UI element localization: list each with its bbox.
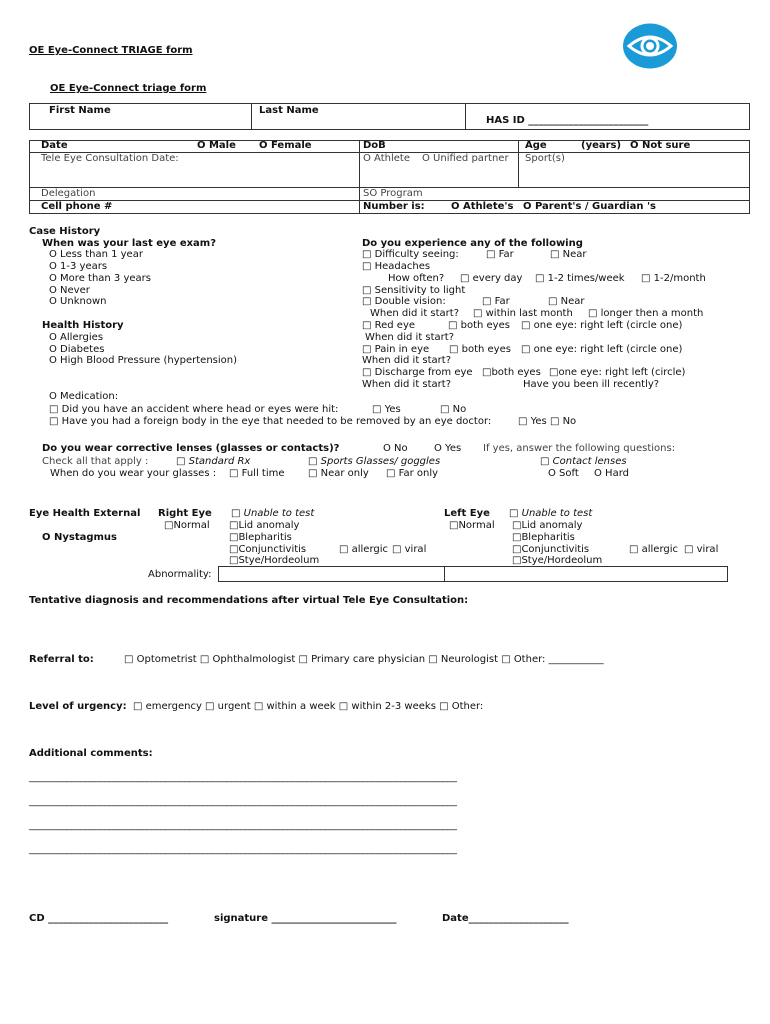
foreign-body-answer[interactable]: □ Yes □ No [518,416,577,427]
last-exam-option[interactable]: O Unknown [49,296,107,307]
health-history-title: Health History [42,320,124,331]
diagnosis-title: Tentative diagnosis and recommendations after virtual Tele Eye Consultation: [29,595,469,606]
difficulty-checkbox[interactable]: □ Difficulty seeing: [362,249,459,260]
left-unable-checkbox[interactable]: □ Unable to test [509,508,593,519]
been-ill-question: Have you been ill recently? [523,379,660,390]
accident-question: □ Did you have an accident where head or eyes were hit: [49,404,339,415]
left-conjunctivitis-checkbox[interactable]: □Conjunctivitis [512,544,590,555]
tele-date-label: Tele Eye Consultation Date: [41,153,179,164]
medication-option[interactable]: O Medication: [49,391,119,402]
left-viral-checkbox[interactable]: □ viral [684,544,719,555]
last-name-label: Last Name [259,105,319,116]
cell-phone-label: Cell phone # [41,201,113,212]
longer-month-checkbox[interactable]: □ longer then a month [588,308,704,319]
left-allergic-checkbox[interactable]: □ allergic [629,544,679,555]
accident-yes-checkbox[interactable]: □ Yes [372,404,401,415]
athlete-option[interactable]: O Athlete [363,153,410,164]
far-only-checkbox[interactable]: □ Far only [386,468,439,479]
referral-options[interactable]: □ Optometrist □ Ophthalmologist □ Primary care physician □ Neurologist □ Other: ___________ [124,654,604,665]
last-exam-option[interactable]: O 1-3 years [49,261,108,272]
age-label: Age [525,140,547,151]
headaches-checkbox[interactable]: □ Headaches [362,261,431,272]
discharge-one-checkbox[interactable]: □one eye: right left (circle) [549,367,686,378]
near-only-checkbox[interactable]: □ Near only [308,468,369,479]
dv-near-checkbox[interactable]: □ Near [548,296,585,307]
when-start-label: When did it start? [370,308,460,319]
date-field[interactable]: Date____________________ [442,913,569,924]
accident-no-checkbox[interactable]: □ No [440,404,467,415]
urgency-options[interactable]: □ emergency □ urgent □ within a week □ within 2-3 weeks □ Other: [133,701,484,712]
red-one-checkbox[interactable]: □ one eye: right left (circle one) [521,320,683,331]
how-often-label: How often? [388,273,445,284]
left-normal-checkbox[interactable]: □Normal [449,520,495,531]
soft-option[interactable]: O Soft [548,468,579,479]
right-allergic-checkbox[interactable]: □ allergic [339,544,389,555]
form-subtitle: OE Eye-Connect triage form [50,83,207,94]
lenses-yes-option[interactable]: O Yes [434,443,462,454]
pain-one-checkbox[interactable]: □ one eye: right left (circle one) [521,344,683,355]
so-program-label: SO Program [363,188,423,199]
dob-label: DoB [363,140,386,151]
sensitivity-checkbox[interactable]: □ Sensitivity to light [362,285,466,296]
divider [465,103,466,130]
right-abnormality-field[interactable] [218,566,445,582]
female-option[interactable]: O Female [259,140,312,151]
nystagmus-option[interactable]: O Nystagmus [42,532,117,543]
comment-line[interactable]: ___________________________________________________________________________________________ [29,796,457,807]
unified-partner-option[interactable]: O Unified partner [422,153,509,164]
right-unable-checkbox[interactable]: □ Unable to test [231,508,315,519]
delegation-label: Delegation [41,188,96,199]
foreign-body-question: □ Have you had a foreign body in the eye that needed to be removed by an eye doctor: [49,416,492,427]
near-checkbox[interactable]: □ Near [550,249,587,260]
last-exam-option[interactable]: O More than 3 years [49,273,151,284]
comment-line[interactable]: ___________________________________________________________________________________________ [29,772,457,783]
health-option[interactable]: O High Blood Pressure (hypertension) [49,355,238,366]
double-vision-checkbox[interactable]: □ Double vision: [362,296,446,307]
form-title: OE Eye-Connect TRIAGE form [29,45,193,56]
right-normal-checkbox[interactable]: □Normal [164,520,210,531]
check-all-label: Check all that apply : [42,456,149,467]
abnormality-label: Abnormality: [148,569,212,580]
cd-field[interactable]: CD ________________________ [29,913,169,924]
date-label: Date [41,140,68,151]
pain-both-checkbox[interactable]: □ both eyes [449,344,511,355]
red-both-checkbox[interactable]: □ both eyes [448,320,510,331]
far-checkbox[interactable]: □ Far [486,249,514,260]
pain-checkbox[interactable]: □ Pain in eye [362,344,430,355]
case-history-title: Case History [29,226,101,237]
when-start-label: When did it start? [362,355,452,366]
divider [518,140,519,187]
urgency-label: Level of urgency: [29,701,127,712]
number-is-label: Number is: [363,201,425,212]
sports-label: Sport(s) [525,153,565,164]
comment-line[interactable]: ___________________________________________________________________________________________ [29,844,457,855]
years-label: (years) [581,140,622,151]
divider [251,103,252,130]
external-title: Eye Health External [29,508,141,519]
last-exam-option[interactable]: O Never [49,285,90,296]
first-name-label: First Name [49,105,111,116]
experience-question: Do you experience any of the following [362,238,583,249]
eye-logo-icon [622,23,678,69]
left-abnormality-field[interactable] [444,566,728,582]
when-start-label: When did it start? [365,332,455,343]
red-eye-checkbox[interactable]: □ Red eye [362,320,416,331]
comments-label: Additional comments: [29,748,153,759]
standard-rx-checkbox[interactable]: □ Standard Rx [176,456,251,467]
full-time-checkbox[interactable]: □ Full time [229,468,285,479]
not-sure-option[interactable]: O Not sure [630,140,691,151]
right-conjunctivitis-checkbox[interactable]: □Conjunctivitis [229,544,307,555]
left-lid-checkbox[interactable]: □Lid anomaly [512,520,583,531]
right-blepharitis-checkbox[interactable]: □Blepharitis [229,532,292,543]
discharge-checkbox[interactable]: □ Discharge from eye [362,367,473,378]
contact-lenses-checkbox[interactable]: □ Contact lenses [540,456,627,467]
dv-far-checkbox[interactable]: □ Far [482,296,510,307]
lenses-question: Do you wear corrective lenses (glasses or contacts)? [42,443,340,454]
right-stye-checkbox[interactable]: □Stye/Hordeolum [229,555,320,566]
every-day-checkbox[interactable]: □ every day [460,273,523,284]
parent-option[interactable]: O Parent's / Guardian 's [523,201,656,212]
male-option[interactable]: O Male [197,140,236,151]
last-exam-question: When was your last eye exam? [42,238,217,249]
signature-field[interactable]: signature _________________________ [214,913,397,924]
lenses-no-option[interactable]: O No [383,443,408,454]
left-eye-label: Left Eye [444,508,490,519]
hard-option[interactable]: O Hard [594,468,629,479]
discharge-both-checkbox[interactable]: □both eyes [482,367,541,378]
times-month-checkbox[interactable]: □ 1-2/month [641,273,706,284]
when-wear-label: When do you wear your glasses : [50,468,217,479]
if-yes-label: If yes, answer the following questions: [483,443,676,454]
comment-line[interactable]: ___________________________________________________________________________________________ [29,820,457,831]
last-exam-option[interactable]: O Less than 1 year [49,249,143,260]
sports-glasses-checkbox[interactable]: □ Sports Glasses/ goggles [308,456,441,467]
has-id-label[interactable]: HAS ID ________________________ [486,115,649,126]
right-lid-checkbox[interactable]: □Lid anomaly [229,520,300,531]
athletes-option[interactable]: O Athlete's [451,201,514,212]
when-start-label: When did it start? [362,379,452,390]
left-blepharitis-checkbox[interactable]: □Blepharitis [512,532,575,543]
referral-label: Referral to: [29,654,94,665]
times-week-checkbox[interactable]: □ 1-2 times/week [535,273,625,284]
right-viral-checkbox[interactable]: □ viral [392,544,427,555]
right-eye-label: Right Eye [158,508,212,519]
left-stye-checkbox[interactable]: □Stye/Hordeolum [512,555,603,566]
health-option[interactable]: O Diabetes [49,344,105,355]
within-month-checkbox[interactable]: □ within last month [473,308,573,319]
health-option[interactable]: O Allergies [49,332,104,343]
